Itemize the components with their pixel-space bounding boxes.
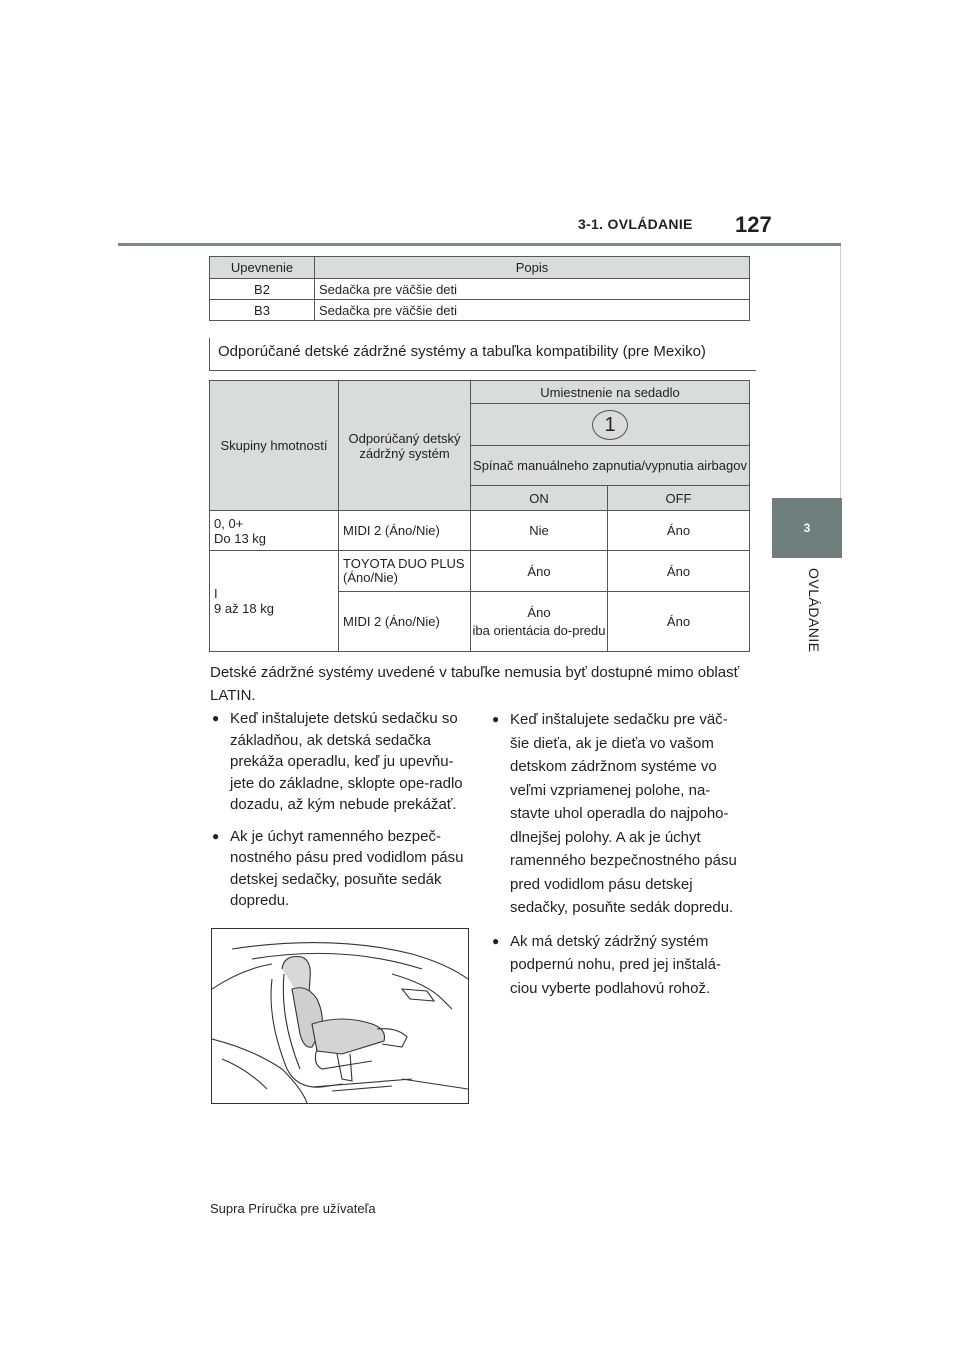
col-header-system: Odporúčaný detský zádržný systém bbox=[339, 381, 471, 511]
on-cell: Áno bbox=[471, 551, 608, 592]
system-cell: MIDI 2 (Áno/Nie) bbox=[339, 592, 471, 652]
chapter-tab[interactable]: 3 bbox=[772, 498, 842, 558]
off-cell: Áno bbox=[608, 592, 750, 652]
cell-code: B2 bbox=[210, 279, 315, 300]
left-column bbox=[212, 708, 464, 922]
weight-group-cell bbox=[210, 551, 339, 652]
attachment-table bbox=[209, 256, 750, 321]
airbag-switch-header: Spínač manuálneho zapnutia/vypnutia airbagov bbox=[471, 446, 750, 486]
cell-description: Sedačka pre väčšie deti bbox=[315, 279, 750, 300]
bullet-item: ● Ak je úchyt ramenného bezpeč-nostného pásu pred vodidlom pásu detskej sedačky, posuňte sedák dopredu. bbox=[212, 826, 464, 912]
table-row bbox=[210, 300, 750, 321]
weight-group-label: I bbox=[214, 586, 218, 601]
system-cell: TOYOTA DUO PLUS (Áno/Nie) bbox=[339, 551, 471, 592]
position-cell bbox=[471, 404, 750, 446]
compatibility-table bbox=[209, 380, 750, 652]
availability-note: Detské zádržné systémy uvedené v tabuľke nemusia byť dostupné mimo oblasť LATIN. bbox=[210, 664, 740, 704]
side-divider bbox=[840, 246, 841, 506]
bullet-item: ● Keď inštalujete detskú sedačku so základňou, ak detská sedačka prekáža operadlu, keď ju upevňu-jete do základne, sklopte ope-radlo dozadu, až kým nebude prekážať. bbox=[212, 708, 464, 816]
cell-code: B3 bbox=[210, 300, 315, 321]
weight-range: 9 až 18 kg bbox=[214, 601, 274, 616]
col-header-weight: Skupiny hmotností bbox=[210, 381, 339, 511]
bullet-item: ● Ak má detský zádržný systém podpernú nohu, pred jej inštalá-ciou vyberte podlahovú rohož. bbox=[492, 930, 744, 1001]
col-header-position: Umiestnenie na sedadlo bbox=[471, 381, 750, 404]
on-cell: Nie bbox=[471, 511, 608, 551]
table-row bbox=[210, 279, 750, 300]
on-note: iba orientácia do-predu bbox=[472, 623, 606, 638]
bullet-item: ● Keď inštalujete sedačku pre väč-šie dieťa, ak je dieťa vo vašom detskom zádržnom systéme vo veľmi vzpriamenej polohe, na-stavte uhol operadla do najpoho-dlnejšej polohy. A ak je úchyt ramenného bezpečnostného pásu pred vodidlom pásu detskej sedačky, posuňte sedák dopredu. bbox=[492, 708, 744, 920]
table-row bbox=[210, 551, 750, 592]
col-header-off: OFF bbox=[608, 486, 750, 511]
col-header-attachment: Upevnenie bbox=[210, 257, 315, 279]
on-cell bbox=[471, 592, 608, 652]
table-caption: Odporúčané detské zádržné systémy a tabuľka kompatibility (pre Mexiko) bbox=[209, 338, 756, 371]
off-cell: Áno bbox=[608, 551, 750, 592]
chapter-label: OVLÁDANIE bbox=[806, 568, 822, 653]
weight-group-cell bbox=[210, 511, 339, 551]
cell-description: Sedačka pre väčšie deti bbox=[315, 300, 750, 321]
col-header-description: Popis bbox=[315, 257, 750, 279]
system-cell: MIDI 2 (Áno/Nie) bbox=[339, 511, 471, 551]
off-cell: Áno bbox=[608, 511, 750, 551]
manual-title: Supra Príručka pre užívateľa bbox=[210, 1201, 376, 1216]
right-column bbox=[492, 708, 744, 1010]
on-value: Áno bbox=[527, 605, 551, 620]
car-seat-drawing bbox=[212, 929, 468, 1103]
weight-group-label: 0, 0+ bbox=[214, 515, 244, 531]
col-header-on: ON bbox=[471, 486, 608, 511]
section-title: 3-1. OVLÁDANIE bbox=[578, 216, 693, 232]
page-number: 127 bbox=[735, 212, 772, 237]
child-seat-illustration bbox=[211, 928, 469, 1104]
table-row bbox=[210, 511, 750, 551]
weight-range: Do 13 kg bbox=[214, 530, 267, 546]
seat-position-symbol: 1 bbox=[592, 410, 628, 440]
header-rule bbox=[118, 243, 841, 246]
